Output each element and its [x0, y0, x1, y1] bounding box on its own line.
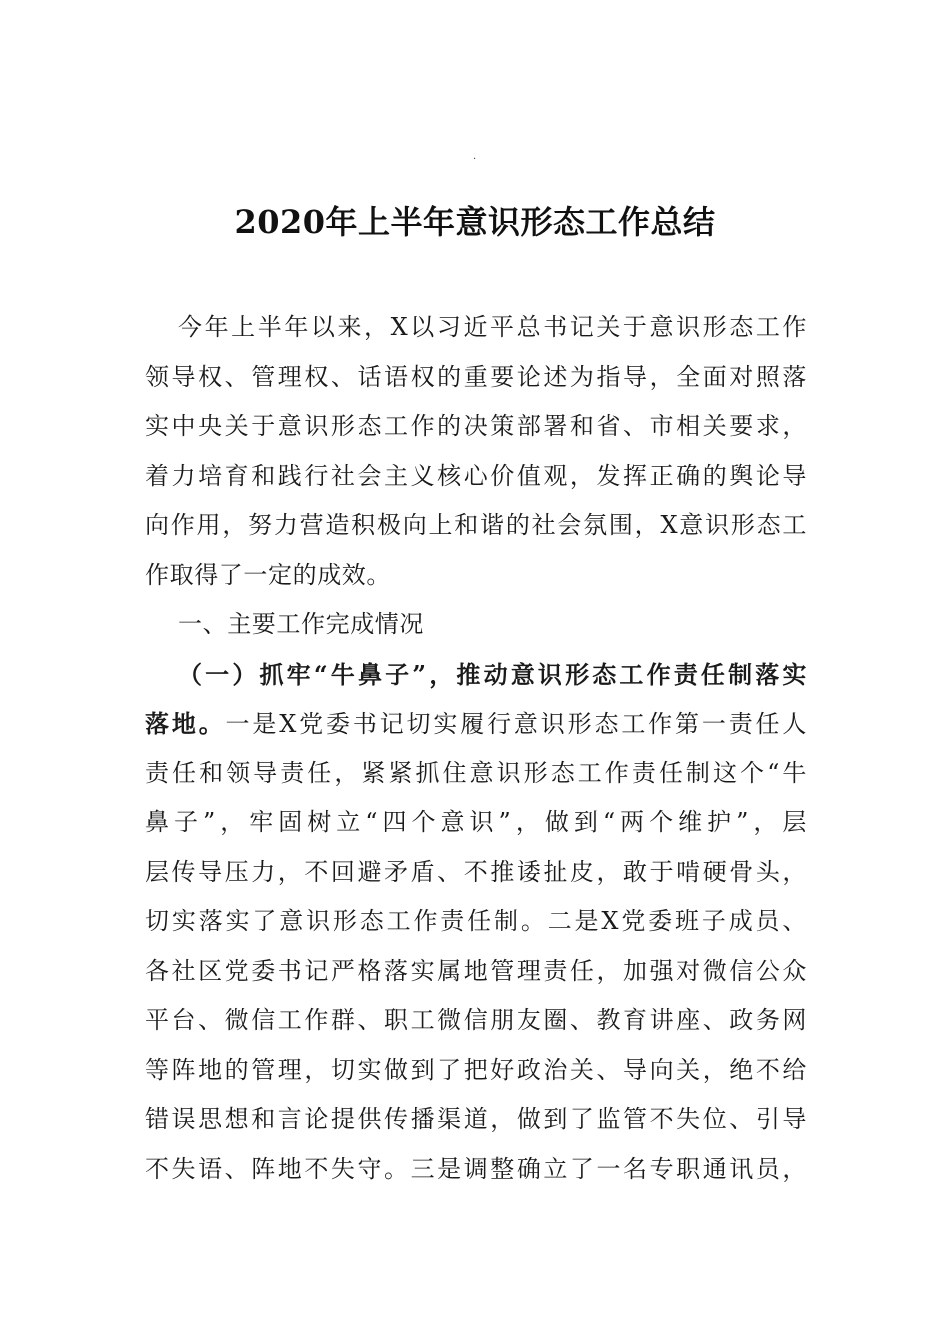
paragraph-line: 今年上半年以来，X以习近平总书记关于意识形态工作	[178, 313, 807, 341]
document-body	[145, 303, 807, 1194]
paragraph-line: 错误思想和言论提供传播渠道，做到了监管不失位、引导	[145, 1105, 807, 1133]
paragraph-line: 切实落实了意识形态工作责任制。二是X党委班子成员、	[145, 907, 807, 935]
section-heading: 一、主要工作完成情况	[178, 610, 424, 638]
paragraph-line: 责任和领导责任，紧紧抓住意识形态工作责任制这个“牛	[145, 758, 807, 787]
paragraph-line: 实中央关于意识形态工作的决策部署和省、市相关要求，	[145, 412, 807, 440]
paragraph-line: 不失语、阵地不失守。三是调整确立了一名专职通讯员，	[145, 1154, 807, 1183]
document-title: 2020年上半年意识形态工作总结	[234, 203, 716, 241]
paragraph-line: 向作用，努力营造积极向上和谐的社会氛围，X意识形态工	[145, 511, 807, 539]
subsection-heading: （一）抓牢“牛鼻子”，推动意识形态工作责任制落实	[178, 659, 807, 689]
paragraph-line: 各社区党委书记严格落实属地管理责任，加强对微信公众	[145, 956, 807, 985]
paragraph-line: 着力培育和践行社会主义核心价值观，发挥正确的舆论导	[145, 461, 807, 490]
subsection-heading-end: 落地。	[145, 709, 226, 738]
paragraph-line: 等阵地的管理，切实做到了把好政治关、导向关，绝不给	[145, 1055, 807, 1084]
paragraph-line	[145, 699, 807, 749]
paragraph-line: 鼻子”，牢固树立“四个意识”，做到“两个维护”，层	[145, 808, 807, 836]
paragraph-line: 层传导压力，不回避矛盾、不推诿扯皮，敢于啃硬骨头，	[145, 857, 807, 886]
paragraph-line: 领导权、管理权、话语权的重要论述为指导，全面对照落	[145, 362, 807, 391]
header-mark: .	[473, 151, 477, 162]
paragraph-line: 平台、微信工作群、职工微信朋友圈、教育讲座、政务网	[145, 1006, 807, 1034]
paragraph-text: 一是X党委书记切实履行意识形态工作第一责任人	[225, 710, 807, 738]
paragraph-line: 作取得了一定的成效。	[145, 560, 391, 589]
